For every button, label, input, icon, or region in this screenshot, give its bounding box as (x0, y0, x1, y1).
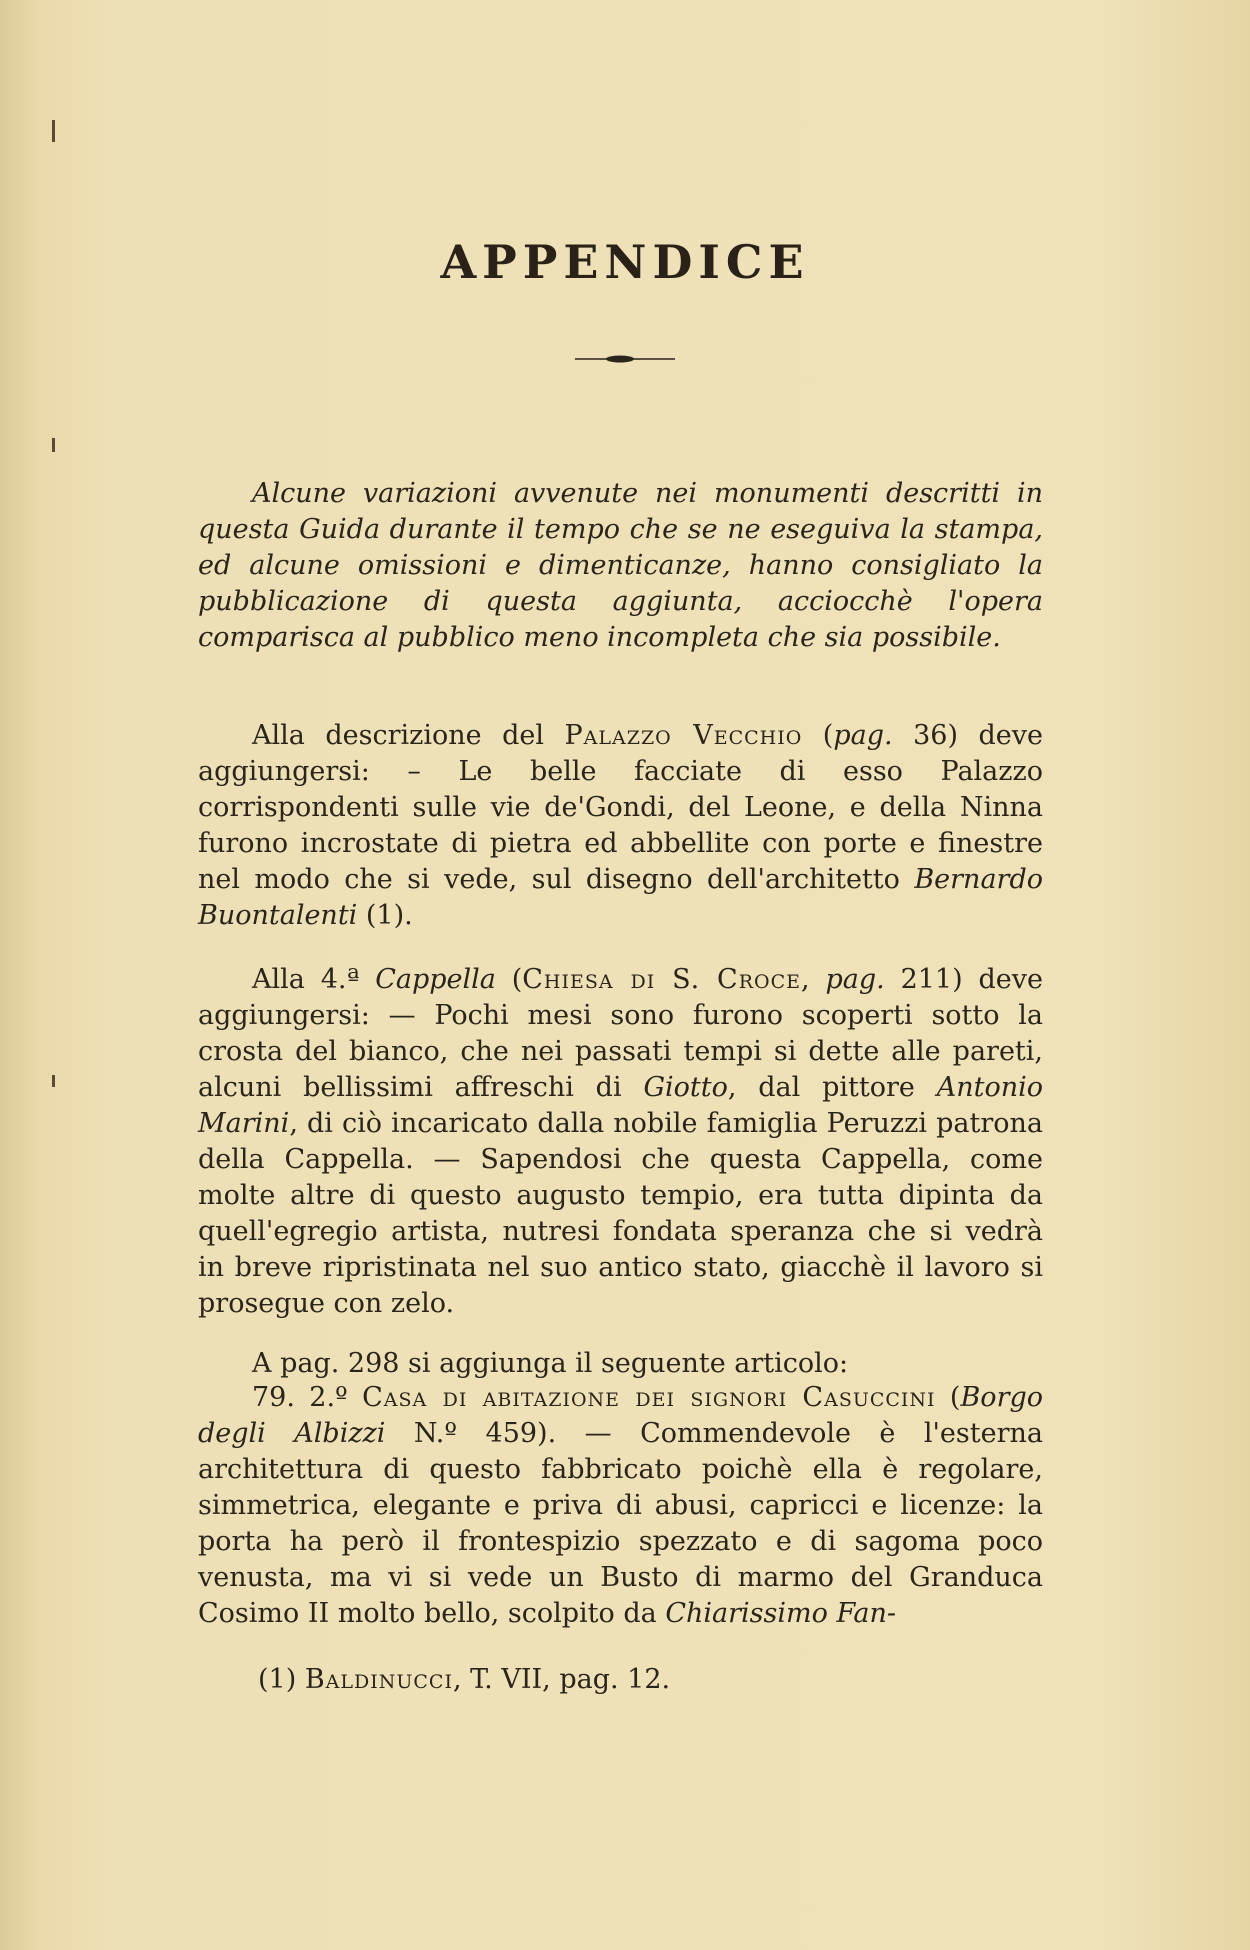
footnote-author: Baldinucci (304, 1664, 453, 1695)
architect-name: Bernardo Buontalenti (198, 864, 1043, 931)
p2-text-e: , dal pittore (727, 1072, 937, 1103)
paragraph-cappella (198, 962, 1043, 1322)
paragraph-palazzo-vecchio (198, 718, 1043, 934)
p1-text-a: Alla descrizione del (252, 720, 565, 751)
margin-mark (52, 438, 55, 452)
footnote-reference: , T. VII, pag. 12. (452, 1664, 671, 1695)
intro-paragraph (198, 476, 1043, 656)
footnote-number: (1) (258, 1664, 305, 1695)
marini-name: Antonio Marini (198, 1072, 1043, 1139)
margin-mark (52, 120, 55, 142)
giotto-name: Giotto (643, 1072, 728, 1103)
p1-text-d: (1). (357, 900, 413, 931)
p1-text-c: 36) deve aggiungersi: – Le belle facciate di esso Palazzo corrispondenti sulle vie de'Gondi, del Leone, e della Ninna furono incrostate di pietra ed abbellite con porte e finestre nel modo che si vede, sul disegno dell'architetto (198, 720, 1043, 895)
p4-text-c: N.º 459). — Commendevole è l'esterna architettura di questo fabbricato poichè ella è regolare, simmetrica, elegante e priva di abusi, capricci e licenze: la porta ha però il frontespizio spezzato e di sagoma poco venusta, ma vi si vede un Busto di marmo del Granduca Cosimo II molto bello, scolpito da (198, 1418, 1043, 1629)
chiesa-name: Chiesa di S. Croce (522, 964, 801, 995)
p1-pag: pag. (833, 720, 893, 751)
paragraph-article-intro (198, 1346, 1043, 1382)
page-title: APPENDICE (440, 235, 810, 289)
p4-text-b: ( (935, 1382, 961, 1413)
p2-text-d: 211) deve aggiungersi: — Pochi mesi sono furono scoperti sotto la crosta del bianco, che nei passati tempi si dette alle pareti, alcuni bellissimi affreschi di (198, 964, 1043, 1103)
borgo-name: Borgo degli Albizzi (198, 1382, 1044, 1449)
p4-text-a: 79. 2.º (252, 1382, 363, 1413)
p2-text-f: , di ciò incaricato dalla nobile famiglia Peruzzi patrona della Cappella. — Sapendosi che questa Cappella, come molte altre di questo augusto tempio, era tutta dipinta da quell'egregio artista, nutresi fondata speranza che si vedrà in breve ripristinata nel suo antico stato, giacchè il lavoro si prosegue con zelo. (198, 1108, 1043, 1319)
palazzo-vecchio-name: Palazzo Vecchio (564, 720, 803, 751)
p2-pag: pag. (825, 964, 885, 995)
intro-text: Alcune variazioni avvenute nei monumenti descritti in questa Guida durante il tempo che se ne eseguiva la stampa, ed alcune omissioni e dimenticanze, hanno consigliato la pubblicazione di questa aggiunta, acciocchè l'opera comparisca al pubblico meno incompleta che sia possibile. (198, 478, 1043, 653)
p2-text-b: ( (495, 964, 523, 995)
footnote (258, 1662, 670, 1698)
cappella-name: Cappella (375, 964, 496, 995)
p2-text-a: Alla 4.ª (252, 964, 376, 995)
p2-text-c: , (801, 964, 826, 995)
p1-text-b: ( (802, 720, 834, 751)
margin-mark (52, 1075, 55, 1087)
casa-name: Casa di abitazione dei signori Casuccini (362, 1382, 936, 1413)
sculptor-name: Chiarissimo Fan- (665, 1598, 896, 1629)
divider-ornament (575, 352, 675, 366)
article-intro-text: A pag. 298 si aggiunga il seguente articolo: (252, 1348, 849, 1379)
paragraph-casa-casuccini (198, 1380, 1043, 1632)
